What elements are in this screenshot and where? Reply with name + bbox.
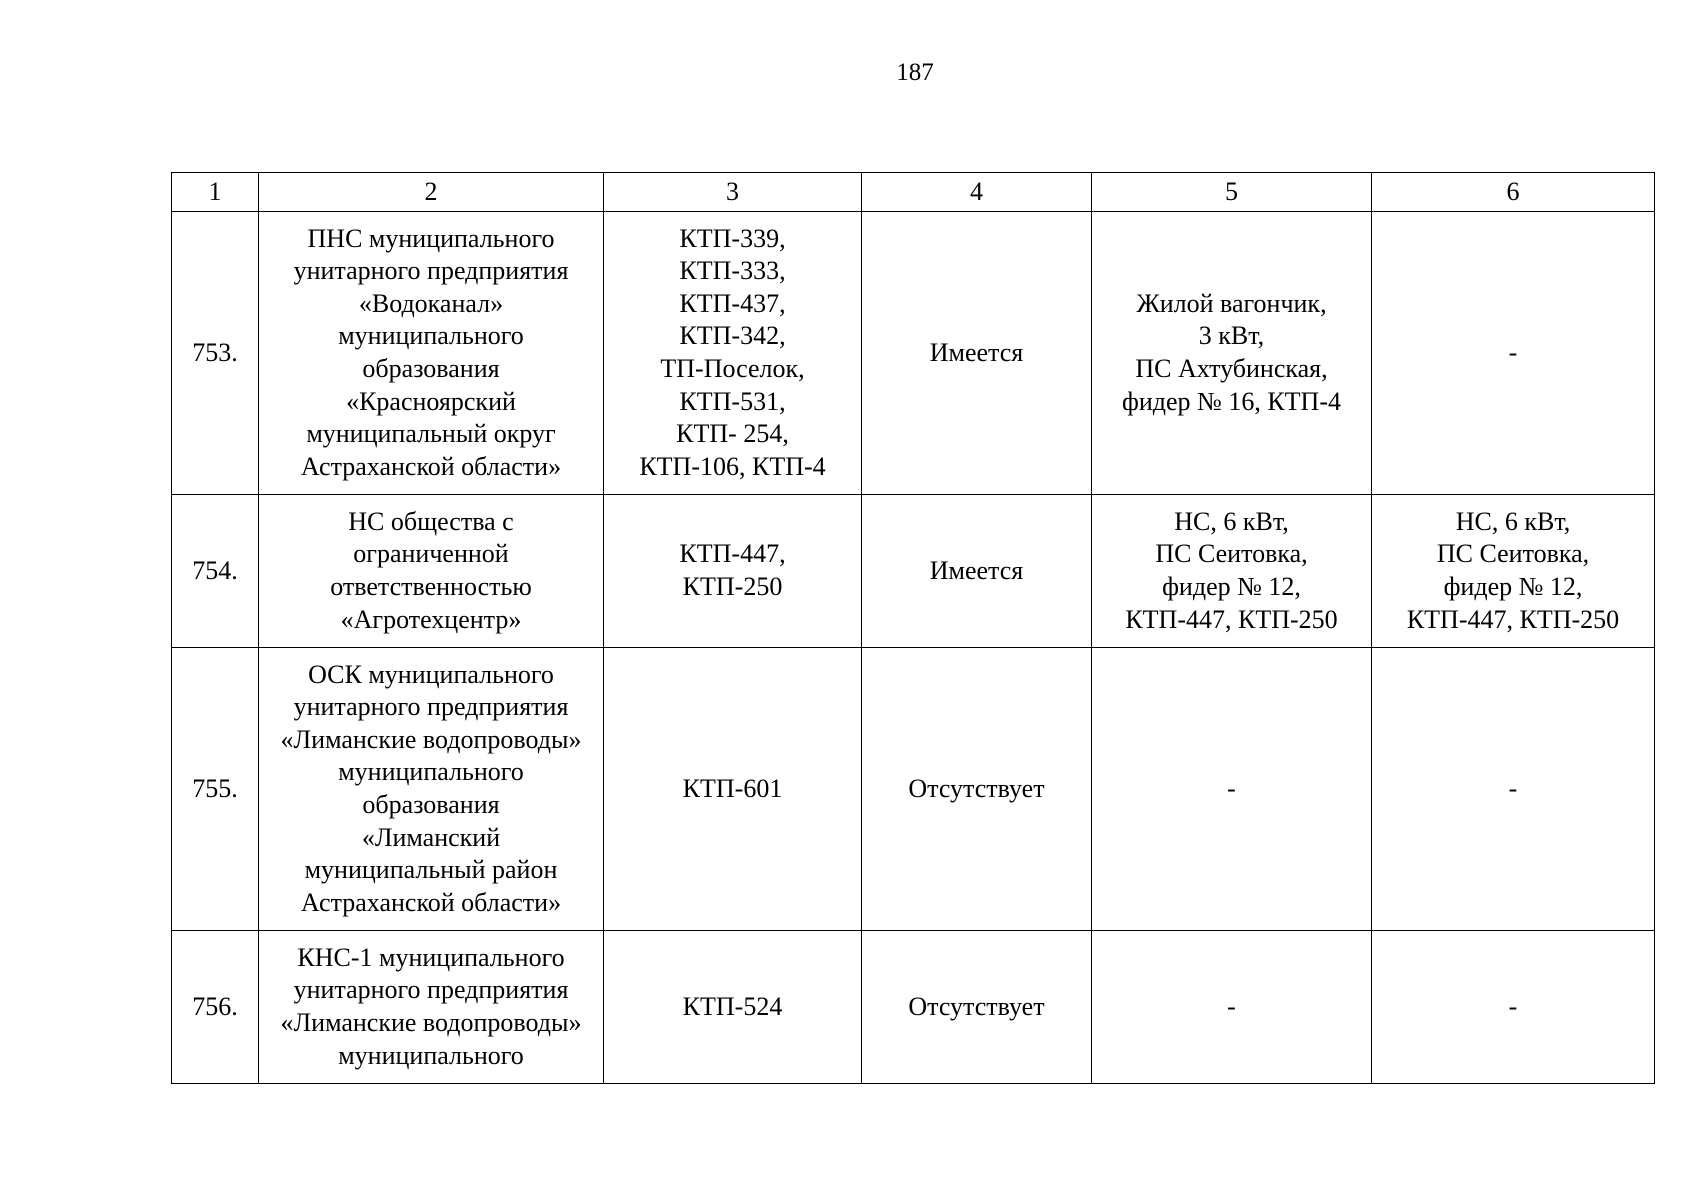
object-line: «Лиманские водопроводы» xyxy=(280,724,582,754)
object-line: ограниченной xyxy=(353,539,509,569)
column-header: 6 xyxy=(1372,173,1655,212)
substation-line: КТП- 254, xyxy=(676,419,789,449)
row-number-cell xyxy=(172,931,259,1084)
column-header: 1 xyxy=(172,173,259,212)
col5-line: фидер № 12, xyxy=(1162,572,1301,601)
substations-cell xyxy=(604,931,862,1084)
col5-cell xyxy=(1092,212,1372,495)
row-number: 756. xyxy=(192,991,238,1021)
object-line: «Лиманские водопроводы» xyxy=(280,1008,582,1037)
object-line: муниципального xyxy=(338,1040,524,1070)
substation-line: КТП-601 xyxy=(682,773,783,803)
object-cell xyxy=(259,648,604,931)
col6-cell xyxy=(1372,212,1655,495)
col5-line: - xyxy=(1227,991,1236,1021)
col5-line: - xyxy=(1227,773,1236,803)
col5-line: КТП-447, КТП-250 xyxy=(1125,604,1338,634)
substation-line: КТП-531, xyxy=(679,386,786,416)
status-cell xyxy=(862,495,1092,648)
status-text: Имеется xyxy=(929,337,1024,367)
col6-line: НС, 6 кВт, xyxy=(1455,506,1571,536)
object-line: муниципального xyxy=(338,757,524,787)
substation-line: КТП-333, xyxy=(679,256,786,286)
status-text: Имеется xyxy=(929,555,1024,585)
col5-line: фидер № 16, КТП-4 xyxy=(1122,386,1341,416)
col6-cell xyxy=(1372,495,1655,648)
object-cell xyxy=(259,212,604,495)
substation-line: КТП-250 xyxy=(682,572,783,601)
substations-cell xyxy=(604,212,862,495)
object-cell xyxy=(259,931,604,1084)
object-line: «Водоканал» xyxy=(358,288,504,318)
substation-line: КТП-447, xyxy=(679,539,786,569)
status-cell xyxy=(862,931,1092,1084)
column-header: 5 xyxy=(1092,173,1372,212)
object-line: Астраханской области» xyxy=(300,887,562,917)
col6-line: - xyxy=(1508,337,1518,367)
object-line: образования xyxy=(362,790,500,819)
row-number-cell xyxy=(172,495,259,648)
col5-cell xyxy=(1092,931,1372,1084)
object-line: унитарного предприятия xyxy=(293,975,569,1005)
col5-line: ПС Ахтубинская, xyxy=(1135,354,1328,383)
row-number: 754. xyxy=(192,555,238,585)
object-line: унитарного предприятия xyxy=(293,256,569,286)
col6-cell xyxy=(1372,648,1655,931)
object-line: ПНС муниципального xyxy=(307,223,555,253)
col5-line: 3 кВт, xyxy=(1198,321,1265,351)
col5-line: Жилой вагончик, xyxy=(1136,288,1327,318)
column-header: 3 xyxy=(604,173,862,212)
substations-cell xyxy=(604,495,862,648)
row-number: 753. xyxy=(192,337,238,367)
column-header: 4 xyxy=(862,173,1092,212)
table-row xyxy=(172,931,1655,1084)
object-line: унитарного предприятия xyxy=(293,692,569,722)
col5-cell xyxy=(1092,648,1372,931)
status-text: Отсутствует xyxy=(908,773,1045,803)
object-line: ответственностью xyxy=(330,572,532,601)
col5-line: ПС Сеитовка, xyxy=(1155,539,1308,569)
status-cell xyxy=(862,648,1092,931)
status-text: Отсутствует xyxy=(908,991,1045,1021)
page-number: 187 xyxy=(896,59,934,86)
status-cell xyxy=(862,212,1092,495)
object-line: муниципальный округ xyxy=(306,419,556,449)
substations-cell xyxy=(604,648,862,931)
col6-line: фидер № 12, xyxy=(1443,572,1583,601)
column-header: 2 xyxy=(259,173,604,212)
object-line: Астраханской области» xyxy=(300,451,562,481)
table-row xyxy=(172,495,1655,648)
substation-line: КТП-106, КТП-4 xyxy=(639,451,826,481)
object-line: муниципальный район xyxy=(304,855,558,885)
substation-line: КТП-437, xyxy=(679,288,786,318)
object-line: ОСК муниципального xyxy=(308,659,554,689)
data-table xyxy=(171,172,1655,1084)
substation-line: КТП-342, xyxy=(679,321,786,351)
object-line: «Лиманский xyxy=(361,822,501,852)
object-line: образования xyxy=(362,354,500,383)
object-line: КНС-1 муниципального xyxy=(297,942,565,972)
substation-line: ТП-Поселок, xyxy=(660,354,805,383)
col5-cell xyxy=(1092,495,1372,648)
table-header-row xyxy=(172,173,1655,212)
object-line: «Агротехцентр» xyxy=(340,604,522,634)
object-line: НС общества с xyxy=(348,506,514,536)
col6-line: КТП-447, КТП-250 xyxy=(1406,604,1620,634)
col5-line: НС, 6 кВт, xyxy=(1174,506,1289,536)
col6-cell xyxy=(1372,931,1655,1084)
object-cell xyxy=(259,495,604,648)
object-line: «Красноярский xyxy=(346,386,516,416)
substation-line: КТП-339, xyxy=(679,223,786,253)
table-row xyxy=(172,212,1655,495)
table-row xyxy=(172,648,1655,931)
col6-line: ПС Сеитовка, xyxy=(1436,539,1590,569)
col6-line: - xyxy=(1508,991,1518,1021)
row-number-cell xyxy=(172,648,259,931)
row-number: 755. xyxy=(192,773,238,803)
row-number-cell xyxy=(172,212,259,495)
object-line: муниципального xyxy=(338,321,524,351)
col6-line: - xyxy=(1508,773,1518,803)
substation-line: КТП-524 xyxy=(682,991,783,1021)
